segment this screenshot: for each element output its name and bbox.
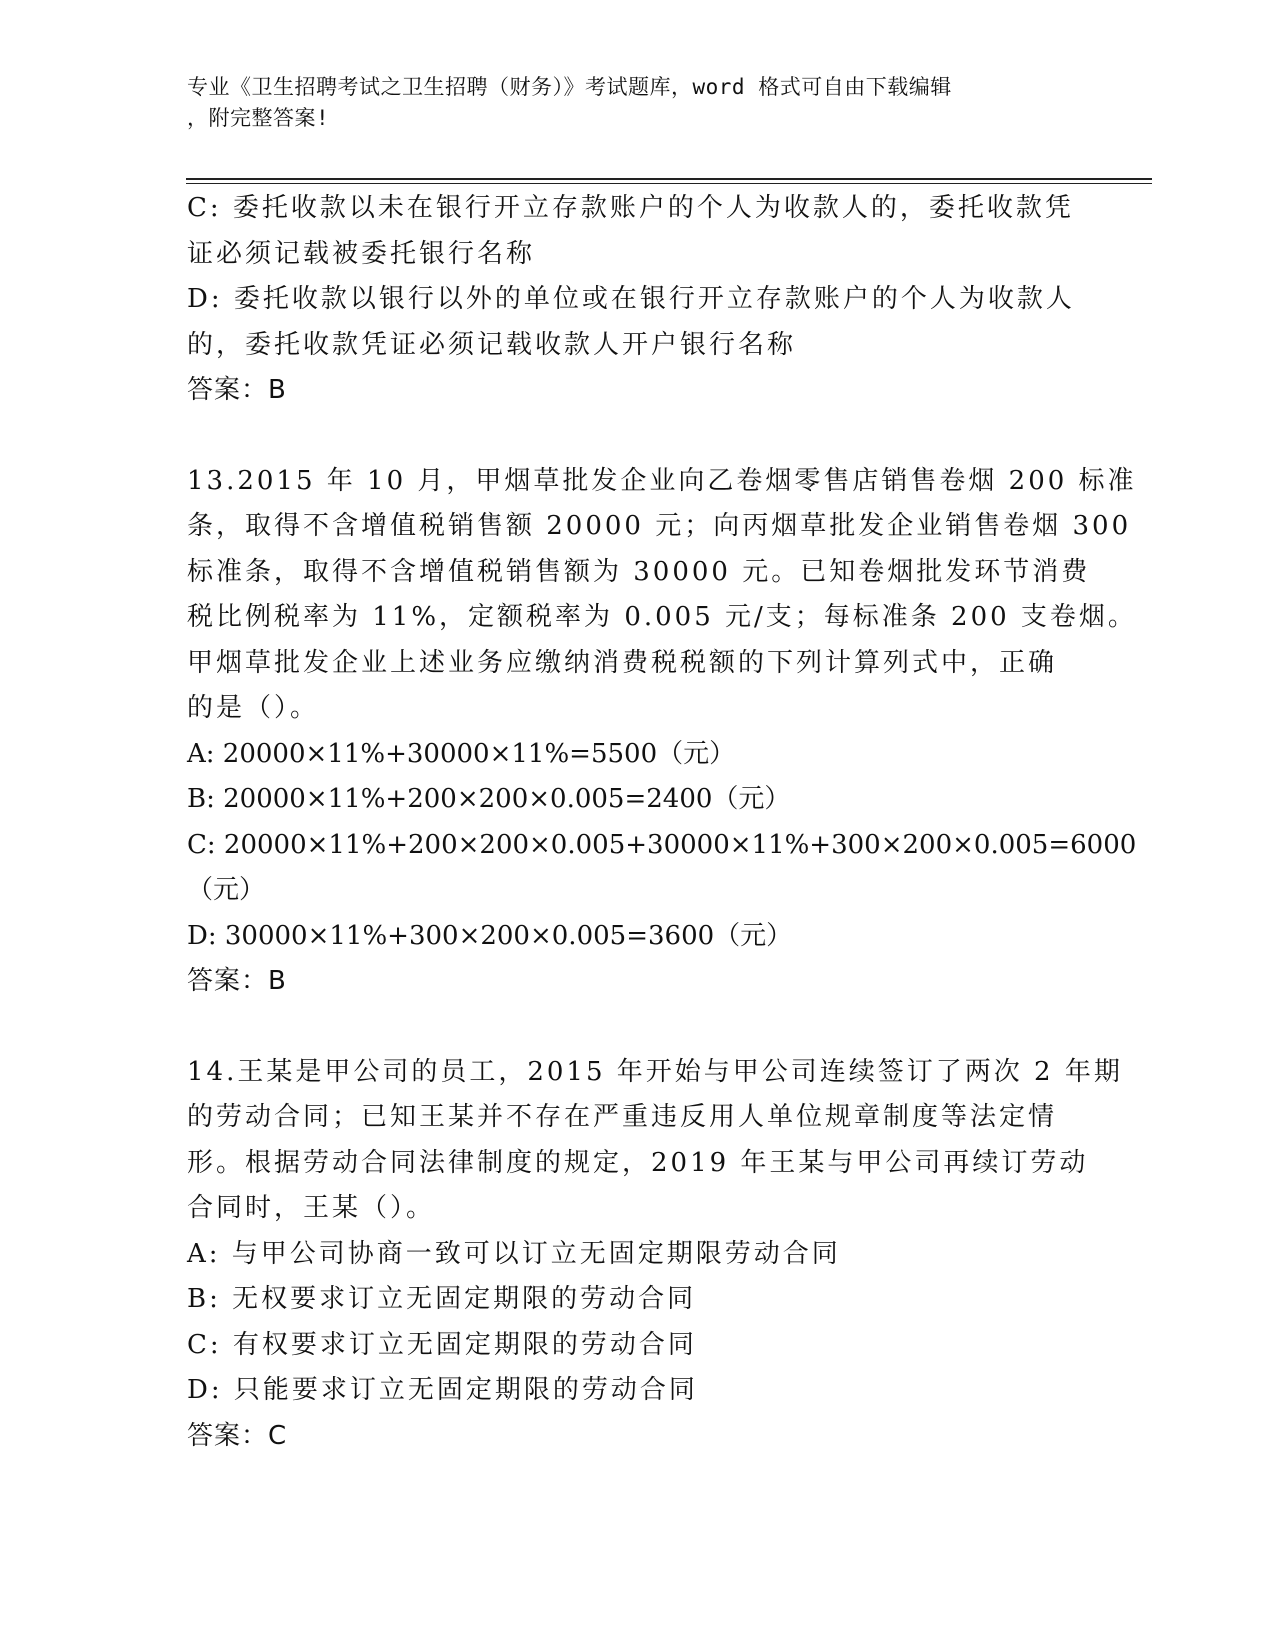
question-stem-line: 的是（）。 bbox=[187, 693, 320, 723]
option-d: D: 30000×11%+300×200×0.005=3600（元） bbox=[187, 920, 793, 951]
option-d: D: 只能要求订立无固定期限的劳动合同 bbox=[187, 1375, 698, 1405]
question-stem-line: 合同时，王某（）。 bbox=[187, 1193, 436, 1223]
option-a: A: 与甲公司协商一致可以订立无固定期限劳动合同 bbox=[187, 1238, 841, 1269]
question-stem-line: 14.王某是甲公司的员工，2015 年开始与甲公司连续签订了两次 2 年期 bbox=[187, 1056, 1123, 1087]
question-stem-line: 标准条，取得不含增值税销售额为 30000 元。已知卷烟批发环节消费 bbox=[187, 556, 1091, 587]
question-13 bbox=[187, 459, 1137, 1005]
option-c-line-1: C: 委托收款以未在银行开立存款账户的个人为收款人的，委托收款凭 bbox=[187, 193, 1074, 223]
option-b: B: 无权要求订立无固定期限的劳动合同 bbox=[187, 1284, 697, 1314]
page-content bbox=[187, 186, 1137, 1459]
option-c-line-1: C: 20000×11%+200×200×0.005+30000×11%+300×200×0.005=6000 bbox=[187, 829, 1137, 860]
spacer bbox=[187, 1005, 1087, 1050]
option-c-line-2: 证必须记载被委托银行名称 bbox=[187, 238, 536, 269]
question-stem-line: 13.2015 年 10 月，甲烟草批发企业向乙卷烟零售店销售卷烟 200 标准 bbox=[187, 465, 1137, 496]
question-stem-line: 甲烟草批发企业上述业务应缴纳消费税税额的下列计算列式中，正确 bbox=[187, 647, 1058, 678]
option-a: A: 20000×11%+30000×11%=5500（元） bbox=[187, 738, 736, 769]
answer-line: 答案：C bbox=[187, 1420, 288, 1451]
answer-line: 答案：B bbox=[187, 966, 287, 996]
page-header bbox=[187, 72, 1067, 134]
question-stem-line: 税比例税率为 11%，定额税率为 0.005 元/支；每标准条 200 支卷烟。 bbox=[187, 602, 1137, 632]
answer-line: 答案：B bbox=[187, 375, 287, 405]
option-b: B: 20000×11%+200×200×0.005=2400（元） bbox=[187, 784, 791, 814]
spacer bbox=[187, 414, 1087, 459]
header-line-2: ，附完整答案! bbox=[187, 106, 330, 130]
option-d-line-2: 的，委托收款凭证必须记载收款人开户银行名称 bbox=[187, 329, 797, 360]
question-14 bbox=[187, 1050, 1123, 1460]
header-rule-thin bbox=[186, 183, 1152, 184]
header-rule-thick bbox=[186, 178, 1152, 180]
header-line-1: 专业《卫生招聘考试之卫生招聘（财务）》考试题库，word 格式可自由下载编辑 bbox=[187, 75, 952, 99]
option-d-line-1: D: 委托收款以银行以外的单位或在银行开立存款账户的个人为收款人 bbox=[187, 284, 1075, 314]
question-stem-line: 条，取得不含增值税销售额 20000 元；向丙烟草批发企业销售卷烟 300 bbox=[187, 511, 1132, 541]
question-12-continued bbox=[187, 186, 1087, 414]
question-stem-line: 形。根据劳动合同法律制度的规定，2019 年王某与甲公司再续订劳动 bbox=[187, 1147, 1089, 1178]
option-c-line-2: （元） bbox=[187, 875, 266, 905]
option-c: C: 有权要求订立无固定期限的劳动合同 bbox=[187, 1329, 697, 1360]
question-stem-line: 的劳动合同；已知王某并不存在严重违反用人单位规章制度等法定情 bbox=[187, 1102, 1058, 1132]
